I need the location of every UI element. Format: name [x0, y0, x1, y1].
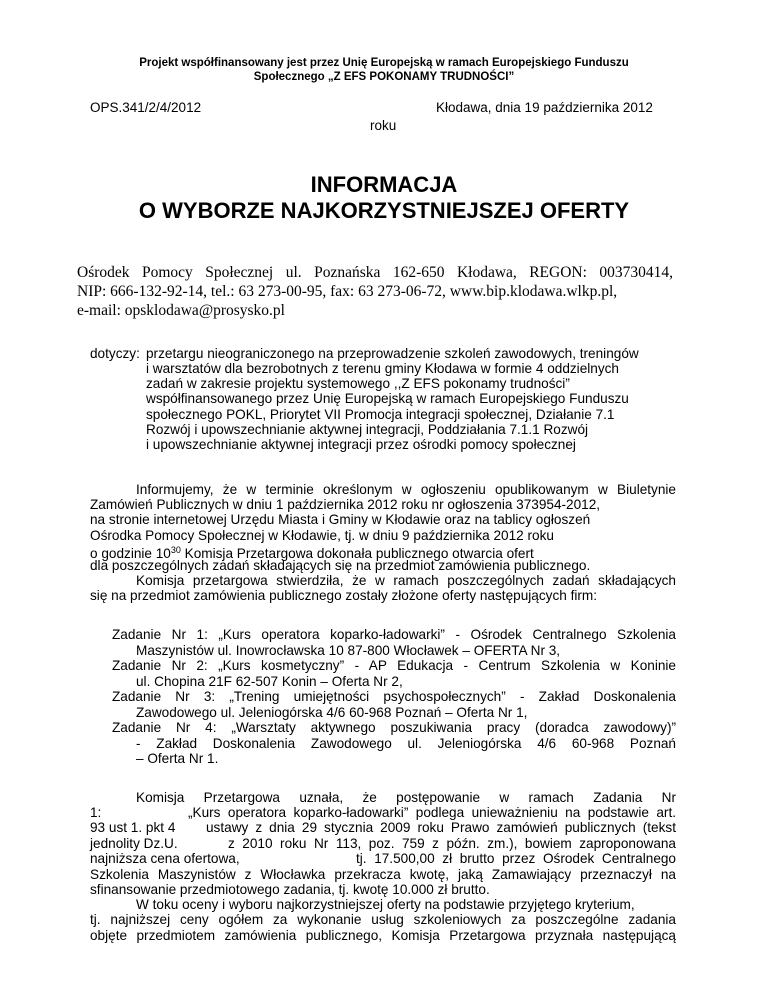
decision-line: 1: [90, 805, 102, 820]
decision-line: Komisja Przetargowa uznała, że postępowanie w ramach Zadania Nr [136, 790, 676, 805]
decision-line: sfinansowanie przedmiotowego zadania, tj. kwotę 10.000 zł brutto. [90, 882, 490, 897]
info-line: dla poszczególnych zadań składających się na przedmiot zamówienia publicznego. [90, 558, 591, 573]
subject-line: współfinansowanego przez Unię Europejską w ramach Europejskiego Funduszu [146, 391, 629, 406]
subject-line: społecznego POKL, Priorytet VII Promocja integracji społecznej, Działanie 7.1 [146, 407, 615, 422]
info-line: Komisja przetargowa stwierdziła, że w ramach poszczególnych zadań składających [136, 573, 676, 588]
decision-line: jednolity Dz.U. [90, 836, 178, 851]
subject-line: przetargu nieograniczonego na przeprowadzenie szkoleń zawodowych, treningów [146, 346, 639, 361]
decision-line: z 2010 roku Nr 113, poz. 759 z późn. zm.), bowiem zaproponowana [228, 836, 676, 851]
info-time-rest: Komisja Przetargowa dokonała publicznego otwarcia ofert [180, 546, 534, 561]
info-time-text: o godzinie 10 [90, 546, 171, 561]
offer-line: Zadanie Nr 3: „Trening umiejętności psychospołecznych” - Zakład Doskonalenia [112, 689, 676, 704]
subject-line: i upowszechnianie aktywnej integracji przez ośrodki pomocy społecznej [146, 437, 576, 452]
offer-line: Zadanie Nr 4: „Warsztaty aktywnego poszukiwania pracy (doradca zawodowy)” [112, 720, 676, 735]
institution-line3: e-mail: opsklodawa@prosysko.pl [77, 302, 285, 319]
decision-line: ustawy z dnia 29 stycznia 2009 roku Prawo zamówień publicznych (tekst [206, 820, 676, 835]
offer-line: Zawodowego ul. Jeleniogórska 4/6 60-968 Poznań – Oferta Nr 1, [136, 705, 528, 720]
decision-line: tj. 17.500,00 zł brutto przez Ośrodek Centralnego [356, 851, 676, 866]
institution-line2: NIP: 666-132-92-14, tel.: 63 273-00-95, fax: 63 273-06-72, www.bip.klodawa.wlkp.pl, [77, 283, 618, 300]
info-line: na stronie internetowej Urzędu Miasta i Gminy w Kłodawie oraz na tablicy ogłoszeń [90, 512, 591, 527]
document-title-line2: O WYBORZE NAJKORZYSTNIEJSZEJ OFERTY [138, 198, 630, 223]
subject-line: Rozwój i upowszechnianie aktywnej integracji, Poddziałania 7.1.1 Rozwój [146, 422, 589, 437]
place-date: Kłodawa, dnia 19 października 2012 [436, 100, 653, 115]
info-line: się na przedmiot zamówienia publicznego zostały złożone oferty następujących firm: [90, 588, 597, 603]
offer-line: Maszynistów ul. Inowrocławska 10 87-800 Włocławek – OFERTA Nr 3, [136, 643, 561, 658]
decision-line: „Kurs operatora koparko-ładowarki” podlega unieważnieniu na podstawie art. [188, 805, 676, 820]
subject-line: i warsztatów dla bezrobotnych z terenu gminy Kłodawa w formie 4 oddzielnych [146, 361, 619, 376]
subject-line: zadań w zakresie projektu systemowego ,,Z EFS pokonamy trudności” [146, 376, 570, 391]
offer-line: - Zakład Doskonalenia Zawodowego ul. Jeleniogórska 4/6 60-968 Poznań [136, 736, 676, 751]
info-line: Ośrodka Pomocy Społecznej w Kłodawie, tj. w dniu 9 października 2012 roku [90, 528, 554, 543]
offer-line: Zadanie Nr 1: „Kurs operatora koparko-ładowarki” - Ośrodek Centralnego Szkolenia [112, 627, 676, 642]
offer-line: Zadanie Nr 2: „Kurs kosmetyczny” - AP Edukacja - Centrum Szkolenia w Koninie [112, 658, 676, 673]
document-title-line1: INFORMACJA [310, 172, 458, 197]
funding-note-line1: Projekt współfinansowany jest przez Unię Europejską w ramach Europejskiego Funduszu [139, 57, 629, 69]
decision-line: objęte przedmiotem zamówienia publicznego, Komisja Przetargowa przyznała następującą [90, 928, 676, 943]
decision-line: Szkolenia Maszynistów z Włocławka przekracza kwotę, jaką Zamawiający przeznaczył na [90, 867, 676, 882]
decision-line: najniższa cena ofertowa, [90, 851, 240, 866]
info-time-minutes: 30 [170, 545, 181, 555]
info-line: Zamówień Publicznych w dniu 1 października 2012 roku nr ogłoszenia 373954-2012, [90, 497, 601, 512]
place-date-suffix: roku [370, 118, 397, 133]
reference-number: OPS.341/2/4/2012 [90, 100, 202, 115]
offer-line: – Oferta Nr 1. [136, 751, 219, 766]
info-line: Informujemy, że w terminie określonym w ogłoszeniu opublikowanym w Biuletynie [136, 482, 676, 497]
decision-line: 93 ust 1. pkt 4 [90, 820, 176, 835]
funding-note-line2: Społecznego „Z EFS POKONAMY TRUDNOŚCI” [253, 71, 515, 83]
decision-line: tj. najniższej ceny ogółem za wykonanie usług szkoleniowych za poszczególne zadania [90, 912, 676, 927]
subject-label: dotyczy: [90, 346, 140, 361]
institution-line1: Ośrodek Pomocy Społecznej ul. Poznańska 162-650 Kłodawa, REGON: 003730414, [77, 264, 673, 281]
decision-line: W toku oceny i wyboru najkorzystniejszej oferty na podstawie przyjętego kryterium, [136, 897, 635, 912]
offer-line: ul. Chopina 21F 62-507 Konin – Oferta Nr 2, [136, 674, 403, 689]
